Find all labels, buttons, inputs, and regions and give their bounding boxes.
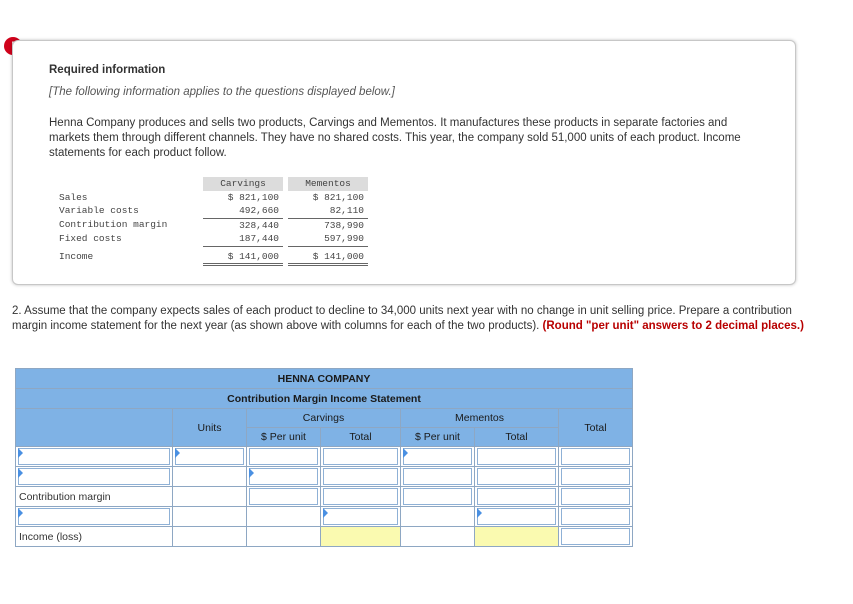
carvings-value: 187,440 [203, 232, 283, 246]
row-label: Income [59, 251, 94, 262]
question-text [12, 304, 812, 334]
carvings-income-total-input[interactable] [321, 527, 401, 547]
mementos-total-input[interactable] [477, 448, 556, 465]
table-row [16, 447, 633, 467]
header-mementos-per-unit: $ Per unit [401, 428, 475, 447]
grand-total-input[interactable] [561, 508, 630, 525]
mementos-value: $ 821,100 [312, 191, 364, 203]
carvings-value: 492,660 [203, 204, 283, 218]
header-carvings: Carvings [247, 409, 401, 428]
contribution-margin-answer-table [15, 368, 633, 547]
header-mementos: Mementos [401, 409, 559, 428]
row-label-dropdown[interactable] [18, 468, 170, 485]
mementos-total-input[interactable] [477, 468, 556, 485]
mementos-per-unit-input[interactable] [403, 448, 472, 465]
question-body: 2. Assume that the company expects sales of each product to decline to 34,000 units next year with no change in unit selling price. Prepare a contribution margin income statement for the next year (as shown above with columns for each of the two products). [12, 305, 792, 332]
row-label-dropdown[interactable] [18, 448, 170, 465]
required-information-subtitle: [The following information applies to the questions displayed below.] [49, 86, 395, 98]
header-mementos-total: Total [475, 428, 559, 447]
units-input[interactable] [175, 448, 244, 465]
header-carvings-per-unit: $ Per unit [247, 428, 321, 447]
required-information-body: Henna Company produces and sells two products, Carvings and Mementos. It manufactures these products in separate factories and markets them through different channels. They have no shared costs. This year, the company sold 51,000 units of each product. Income statements for each product follow. [49, 117, 741, 159]
company-name: HENNA COMPANY [16, 369, 633, 389]
carvings-total-input[interactable] [323, 468, 398, 485]
column-header-mementos: Mementos [288, 177, 368, 191]
carvings-total-input[interactable] [323, 448, 398, 465]
mementos-value: 82,110 [288, 204, 368, 218]
grand-total-income-input[interactable] [561, 528, 630, 545]
row-label: Contribution margin [59, 219, 168, 231]
carvings-per-unit-input[interactable] [249, 448, 318, 465]
mementos-income-total-input[interactable] [475, 527, 559, 547]
grand-total-input[interactable] [561, 468, 630, 485]
statement-row [47, 191, 368, 205]
question-rounding-note: (Round "per unit" answers to 2 decimal places.) [542, 320, 804, 332]
statement-title: Contribution Margin Income Statement [16, 389, 633, 409]
mementos-total-input[interactable] [477, 488, 556, 505]
carvings-total-input[interactable] [323, 488, 398, 505]
carvings-per-unit-input[interactable] [249, 488, 318, 505]
required-information-panel [12, 40, 796, 285]
carvings-value: $ 141,000 [203, 246, 283, 265]
carvings-per-unit-input[interactable] [249, 468, 318, 485]
table-row [16, 507, 633, 527]
header-blank [16, 409, 173, 447]
mementos-per-unit-input[interactable] [403, 488, 472, 505]
header-grand-total: Total [559, 409, 633, 447]
table-row [16, 467, 633, 487]
header-units: Units [173, 409, 247, 447]
income-loss-label: Income (loss) [16, 527, 173, 547]
row-label: Sales [59, 191, 88, 203]
mementos-value: 738,990 [324, 219, 364, 231]
row-label: Variable costs [59, 205, 139, 217]
mementos-value: $ 141,000 [288, 246, 368, 265]
table-row [16, 487, 633, 507]
statement-row [47, 204, 368, 218]
statement-row [47, 218, 368, 232]
mementos-value: 597,990 [288, 232, 368, 246]
carvings-value: $ 821,100 [227, 191, 279, 203]
carvings-total-input[interactable] [323, 508, 398, 525]
statement-row [47, 232, 368, 246]
grand-total-input[interactable] [561, 448, 630, 465]
carvings-value: 328,440 [239, 219, 279, 231]
income-statement [47, 177, 368, 266]
row-label-dropdown[interactable] [18, 508, 170, 525]
table-row [16, 527, 633, 547]
mementos-total-input[interactable] [477, 508, 556, 525]
header-carvings-total: Total [321, 428, 401, 447]
statement-row [47, 246, 368, 265]
mementos-per-unit-input[interactable] [403, 468, 472, 485]
column-header-carvings: Carvings [203, 177, 283, 191]
required-information-title: Required information [49, 64, 166, 76]
row-label: Fixed costs [59, 233, 122, 245]
contribution-margin-label: Contribution margin [16, 487, 173, 507]
grand-total-input[interactable] [561, 488, 630, 505]
